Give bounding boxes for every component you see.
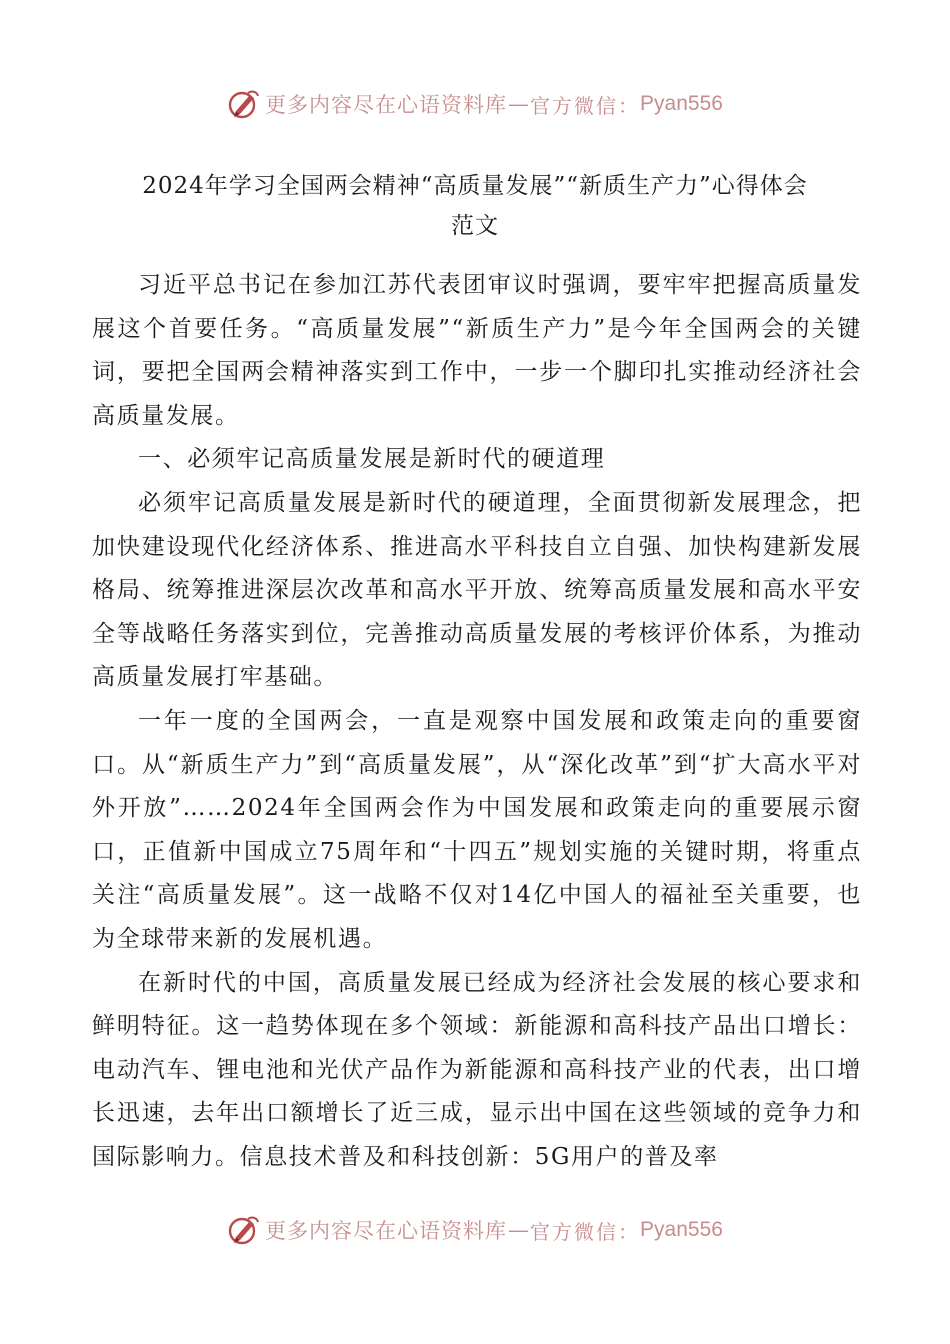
official-label: 官方微信： [530, 1219, 641, 1244]
paragraph-4: 在新时代的中国，高质量发展已经成为经济社会发展的核心要求和鲜明特征。这一趋势体现在多个领域：新能源和高科技产品出口增长：电动汽车、锂电池和光伏产品作为新能源和高科技产业的代表，出口增长迅速，去年出口额增长了近三成，显示出中国在这些领域的竞争力和国际影响力。信息技术普及和科技创新：5G用户的普及率 [92, 969, 862, 1170]
document-title [90, 166, 860, 246]
title-line-2: 范文 [451, 213, 499, 239]
wechat-id: Pyan556 [640, 1218, 723, 1241]
header-watermark-banner [0, 82, 950, 126]
wechat-id: Pyan556 [640, 92, 723, 115]
pen-logo-icon [227, 87, 261, 121]
pen-logo-icon [227, 1213, 261, 1247]
paragraph-intro: 习近平总书记在参加江苏代表团审议时强调，要牢牢把握高质量发展这个首要任务。“高质量发展”“新质生产力”是今年全国两会的关键词，要把全国两会精神落实到工作中，一步一个脚印扎实推动经济社会高质量发展。 [92, 272, 862, 429]
official-label: 官方微信： [530, 93, 641, 118]
brand-text: 更多内容尽在心语资料库 [265, 93, 508, 117]
brand-separator: — [508, 92, 530, 116]
brand-separator: — [508, 1218, 530, 1242]
brand-text: 更多内容尽在心语资料库 [265, 1219, 508, 1243]
paragraph-2: 必须牢记高质量发展是新时代的硬道理，全面贯彻新发展理念，把加快建设现代化经济体系、推进高水平科技自立自强、加快构建新发展格局、统筹推进深层次改革和高水平开放、统筹高质量发展和高水平安全等战略任务落实到位，完善推动高质量发展的考核评价体系，为推动高质量发展打牢基础。 [92, 489, 862, 691]
title-line-1: 2024年学习全国两会精神“高质量发展”“新质生产力”心得体会 [142, 173, 808, 199]
section-heading-1: 一、必须牢记高质量发展是新时代的硬道理 [138, 446, 606, 473]
document-body [92, 264, 862, 1179]
paragraph-3: 一年一度的全国两会，一直是观察中国发展和政策走向的重要窗口。从“新质生产力”到“高质量发展”，从“深化改革”到“扩大高水平对外开放”……2024年全国两会作为中国发展和政策走向的重要展示窗口，正值新中国成立75周年和“十四五”规划实施的关键时期，将重点关注“高质量发展”。这一战略不仅对14亿中国人的福祉至关重要，也为全球带来新的发展机遇。 [92, 707, 862, 952]
footer-watermark-banner [0, 1208, 950, 1252]
